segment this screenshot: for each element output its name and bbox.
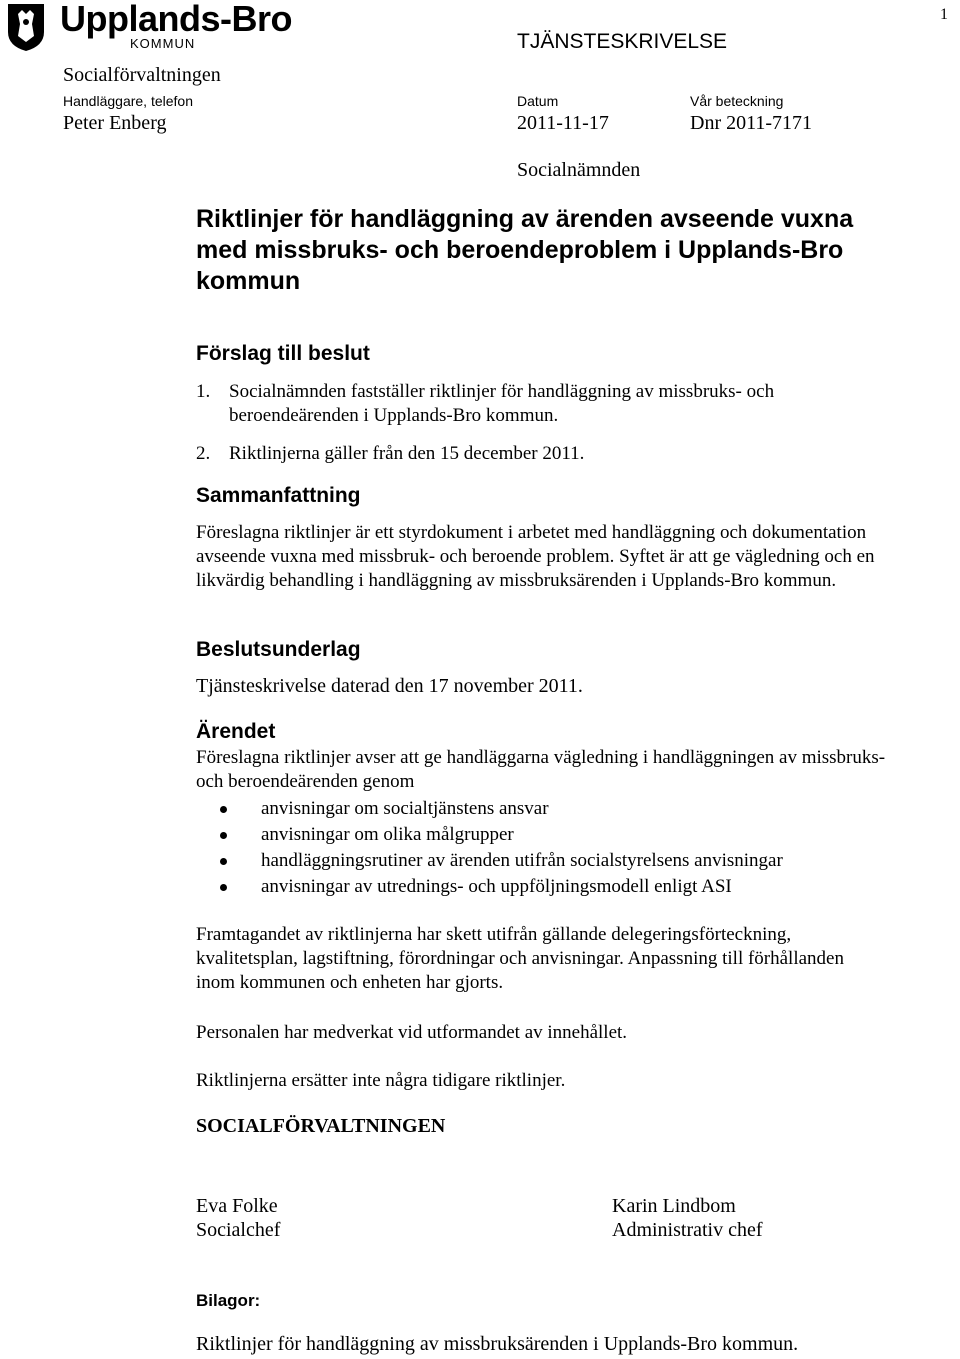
coat-of-arms-icon	[6, 2, 46, 52]
proposal-item	[196, 442, 774, 466]
item-number: 2.	[196, 443, 211, 464]
proposal-item-continued: beroendeärenden i Upplands-Bro kommun.	[229, 405, 559, 426]
item-number: 1.	[196, 381, 211, 402]
proposal-item	[196, 380, 774, 404]
reference-value: Dnr 2011-7171	[690, 112, 813, 134]
municipality-logo	[6, 0, 296, 56]
logo-subtitle: KOMMUN	[130, 36, 196, 51]
matter-paragraph: Riktlinjerna ersätter inte några tidigare riktlinjer.	[196, 1070, 566, 1091]
signatory-name: Eva Folke	[196, 1195, 278, 1217]
list-item	[220, 874, 783, 900]
document-title: Riktlinjer för handläggning av ärenden avseende vuxna med missbruks- och beroendeproblem i Upplands-Bro kommun	[196, 205, 854, 295]
signatory-role: Administrativ chef	[612, 1219, 763, 1241]
logo-wordmark: Upplands-Bro	[60, 0, 292, 39]
item-text: Socialnämnden fastställer riktlinjer för handläggning av missbruks- och	[229, 381, 775, 402]
date-label: Datum	[517, 93, 559, 109]
summary-text: Föreslagna riktlinjer är ett styrdokument i arbetet med handläggning och dokumentation avseende vuxna med missbruk- och beroende problem. Syftet är att ge vägledning och en likvärdig behandling i handläggning av missbruksärenden i Upplands-Bro kommun.	[196, 522, 875, 591]
matter-heading: Ärendet	[196, 720, 276, 743]
recipient: Socialnämnden	[517, 159, 641, 181]
basis-heading: Beslutsunderlag	[196, 638, 361, 661]
list-item-text: anvisningar om olika målgrupper	[261, 824, 514, 845]
attachments-text: Riktlinjer för handläggning av missbruksärenden i Upplands-Bro kommun.	[196, 1333, 799, 1355]
matter-paragraph: Personalen har medverkat vid utformandet av innehållet.	[196, 1022, 628, 1043]
attachments-heading: Bilagor:	[196, 1291, 261, 1310]
list-item	[220, 822, 783, 848]
signature-block	[196, 1194, 280, 1242]
bullet-icon	[220, 832, 227, 839]
reference-label: Vår beteckning	[690, 93, 784, 109]
signatory-name: Karin Lindbom	[612, 1195, 736, 1217]
document-type: TJÄNSTESKRIVELSE	[517, 30, 728, 53]
list-item-text: anvisningar av utrednings- och uppföljningsmodell enligt ASI	[261, 876, 732, 897]
signature-block	[612, 1194, 763, 1242]
list-item	[220, 796, 783, 822]
list-item-text: handläggningsrutiner av ärenden utifrån socialstyrelsens anvisningar	[261, 850, 783, 871]
department-name: Socialförvaltningen	[63, 64, 221, 86]
basis-text: Tjänsteskrivelse daterad den 17 november 2011.	[196, 675, 583, 697]
list-item-text: anvisningar om socialtjänstens ansvar	[261, 798, 549, 819]
handler-value: Peter Enberg	[63, 112, 167, 134]
summary-heading: Sammanfattning	[196, 484, 361, 507]
proposal-heading: Förslag till beslut	[196, 342, 370, 365]
matter-paragraph: Framtagandet av riktlinjerna har skett utifrån gällande delegeringsförteckning, kvalitetsplan, lagstiftning, förordningar och anvisningar. Anpassning till förhållanden inom kommunen och enheten har gjorts.	[196, 924, 844, 993]
sender: SOCIALFÖRVALTNINGEN	[196, 1115, 446, 1137]
bullet-icon	[220, 858, 227, 865]
matter-intro: Föreslagna riktlinjer avser att ge handläggarna vägledning i handläggningen av missbruks- och beroendeärenden genom	[196, 747, 886, 792]
item-text: Riktlinjerna gäller från den 15 december 2011.	[229, 443, 585, 464]
list-item	[220, 848, 783, 874]
matter-bullet-list	[220, 796, 783, 900]
page-number: 1	[940, 6, 948, 23]
date-value: 2011-11-17	[517, 112, 609, 134]
handler-label: Handläggare, telefon	[63, 93, 193, 109]
signatory-role: Socialchef	[196, 1219, 281, 1241]
bullet-icon	[220, 884, 227, 891]
proposal-list	[196, 380, 774, 466]
bullet-icon	[220, 806, 227, 813]
